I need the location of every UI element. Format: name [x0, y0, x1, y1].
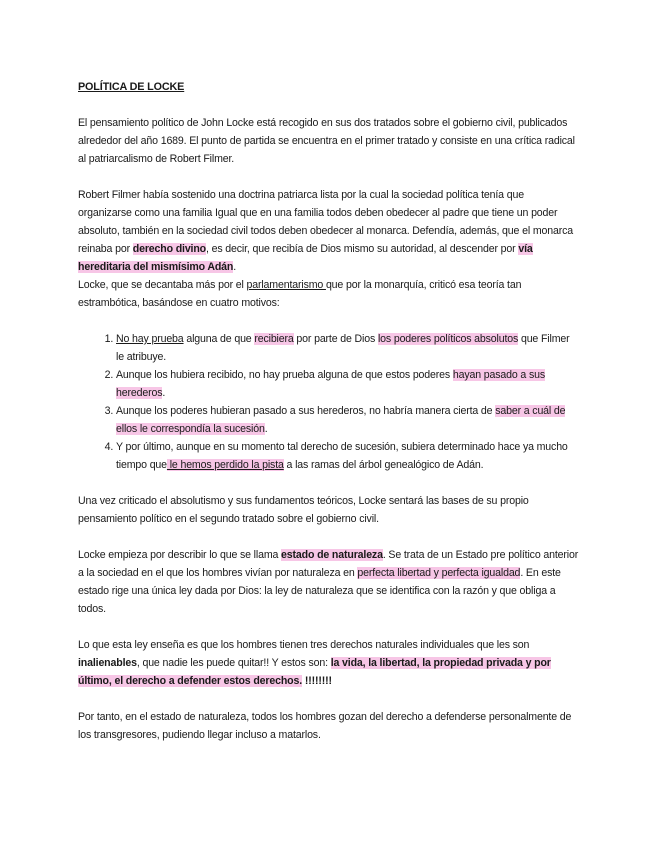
- highlight-via-hereditaria: vía hereditaria del mismísimo Adán: [78, 243, 533, 273]
- text-segment: .: [264, 423, 268, 435]
- paragraph-conclusion: Por tanto, en el estado de naturaleza, todos los hombres gozan del derecho a defenderse personalmente de los transgresores, pudiendo llegar incluso a matarlos.: [78, 711, 572, 741]
- paragraph-estado-naturaleza: [78, 546, 580, 618]
- highlight-perdido-pista: le hemos perdido la pista: [166, 459, 284, 471]
- list-item: [116, 366, 580, 402]
- highlight-sucesion: saber a cuál de ellos le correspondía la sucesión: [116, 405, 566, 435]
- text-segment: a las ramas del árbol genealógico de Adán.: [283, 459, 484, 471]
- text-segment: Lo que esta ley enseña es que los hombres tienen tres derechos naturales individuales que les son: [78, 639, 530, 651]
- motives-list: [78, 330, 580, 474]
- text-segment: Robert Filmer había sostenido una doctrina patriarca lista por la cual la sociedad política tenía que organizarse como una familia Igual que en una familia todos deben obedecer al padre que tiene un poder absoluto, también en la sociedad civil todos deben obedecer al monarca. Defendía, además, que el monarca reinaba por: [78, 189, 573, 255]
- highlight-recibiera: recibiera: [254, 333, 294, 345]
- highlight-derechos-naturales: la vida, la libertad, la propiedad privada y por último, el derecho a defender estos derechos.: [78, 657, 551, 687]
- highlight-poderes-absolutos: los poderes políticos absolutos: [377, 333, 519, 345]
- highlight-estado-naturaleza: estado de naturaleza: [281, 549, 383, 561]
- list-item: [116, 402, 580, 438]
- text-segment: por parte de Dios: [293, 333, 378, 345]
- text-segment: .: [233, 261, 237, 273]
- paragraph-derechos: [78, 636, 580, 690]
- underline-parlamentarismo: parlamentarismo: [246, 279, 326, 291]
- bold-inalienables: inalienables: [78, 657, 137, 669]
- text-segment: que por la monarquía, criticó esa teoría tan estrambótica, basándose en cuatro motivos:: [78, 279, 522, 309]
- document-title: POLÍTICA DE LOCKE: [78, 81, 185, 93]
- text-segment: . Se trata de un Estado pre político anterior a la sociedad en el que los hombres vivían por naturaleza en: [78, 549, 579, 579]
- paragraph-segundo-tratado: Una vez criticado el absolutismo y sus fundamentos teóricos, Locke sentará las bases de su propio pensamiento político en el segundo tratado sobre el gobierno civil.: [78, 495, 529, 525]
- highlight-derecho-divino: derecho divino: [132, 243, 206, 255]
- paragraph-intro: El pensamiento político de John Locke está recogido en sus dos tratados sobre el gobierno civil, publicados alrededor del año 1689. El punto de partida se encuentra en el primer tratado y consiste en una crítica radical al patriarcalismo de Robert Filmer.: [78, 117, 575, 165]
- text-segment: alguna de que: [183, 333, 255, 345]
- list-item: [116, 438, 580, 474]
- text-segment: .: [162, 387, 166, 399]
- text-segment: . En este estado rige una única ley dada por Dios: la ley de naturaleza que se identifica con la razón y que obliga a todos.: [78, 567, 561, 615]
- text-segment: Aunque los hubiera recibido, no hay prueba alguna de que estos poderes: [116, 369, 453, 381]
- text-segment: , que nadie les puede quitar!! Y estos son:: [136, 657, 331, 669]
- text-segment: Locke empieza por describir lo que se llama: [78, 549, 282, 561]
- underline-no-hay-prueba: No hay prueba: [116, 333, 184, 345]
- highlight-herederos: hayan pasado a sus herederos: [116, 369, 545, 399]
- text-segment: que Filmer le atribuye.: [116, 333, 570, 363]
- list-item: [116, 330, 580, 366]
- text-segment: Aunque los poderes hubieran pasado a sus herederos, no habría manera cierta de: [116, 405, 496, 417]
- document-page: [78, 78, 580, 762]
- text-segment: Y por último, aunque en su momento tal derecho de sucesión, subiera determinado hace ya mucho tiempo que: [116, 441, 568, 471]
- paragraph-filmer: [78, 186, 580, 312]
- highlight-libertad-igualdad: perfecta libertad y perfecta igualdad: [357, 567, 521, 579]
- bold-exclamations: !!!!!!!!: [302, 675, 332, 687]
- text-segment: Locke, que se decantaba más por el: [78, 279, 247, 291]
- text-segment: , es decir, que recibía de Dios mismo su autoridad, al descender por: [206, 243, 519, 255]
